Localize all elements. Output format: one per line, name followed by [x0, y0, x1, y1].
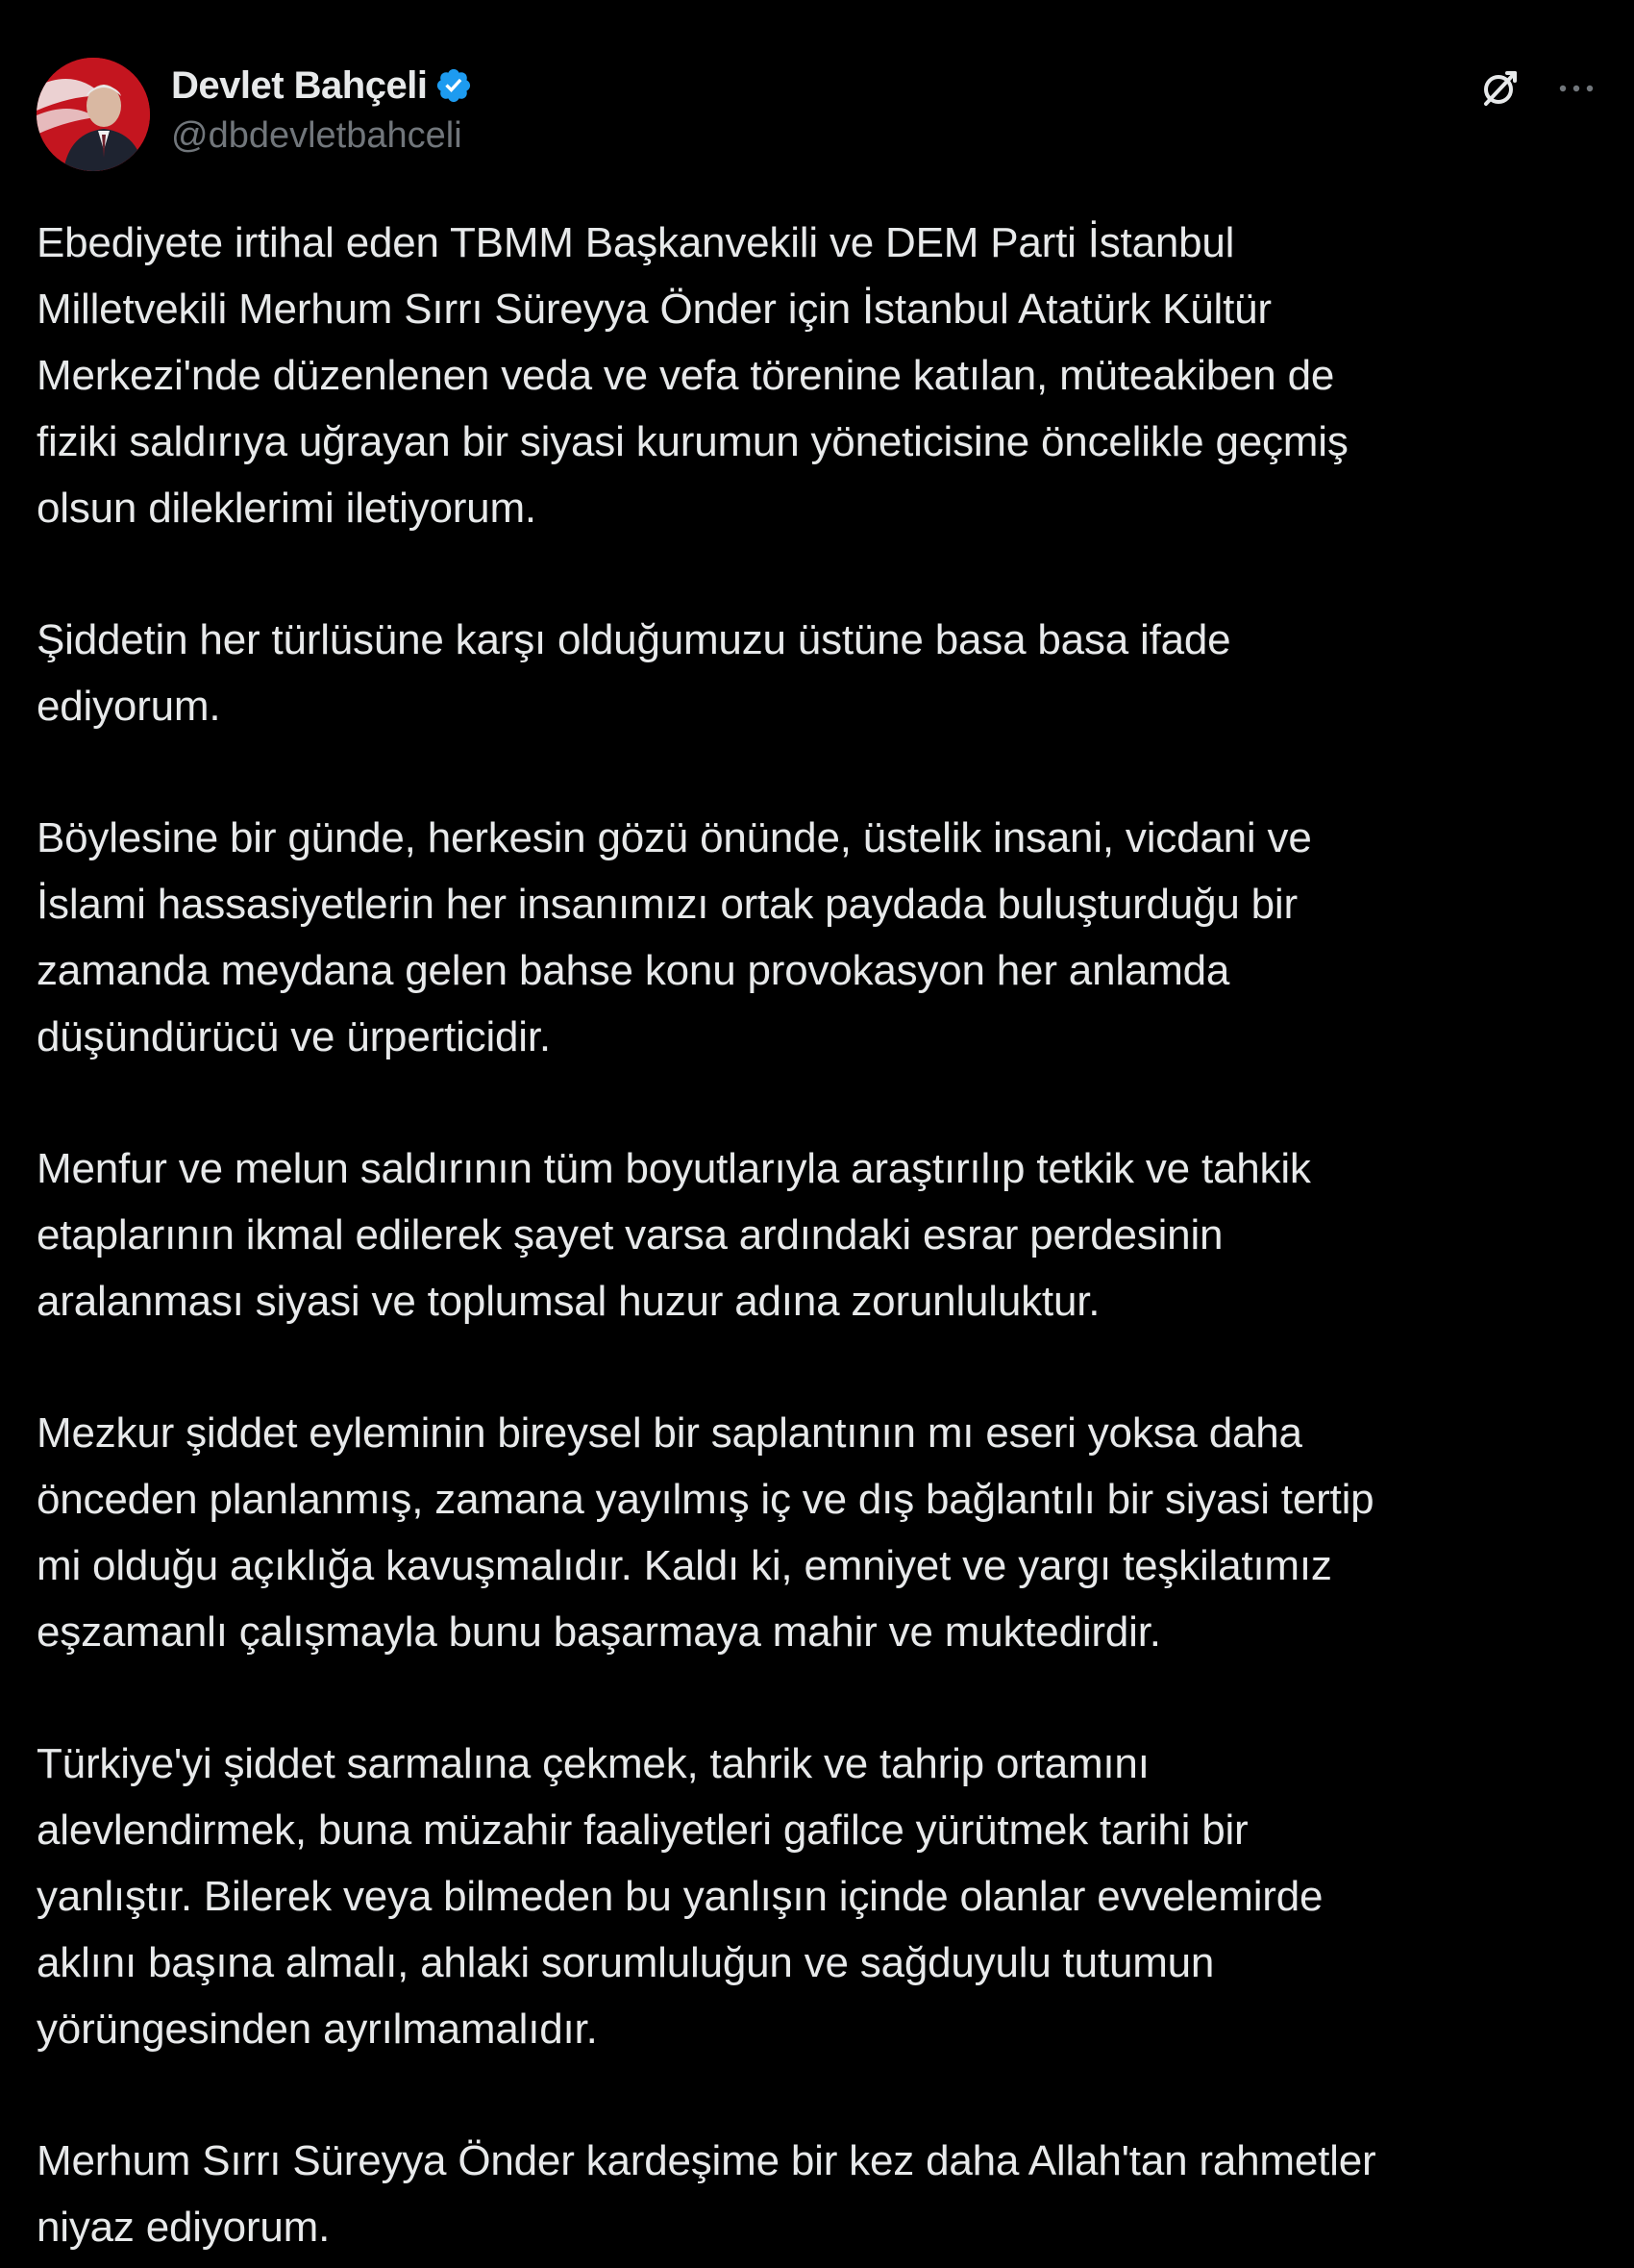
post-paragraph — [37, 2128, 1574, 2260]
post-text-line: mi olduğu açıklığa kavuşmalıdır. Kaldı ki, emniyet ve yargı teşkilatımız — [37, 1542, 1332, 1589]
post-text-line: Merkezi'nde düzenlenen veda ve vefa törenine katılan, müteakiben de — [37, 352, 1335, 399]
post-text-line: Menfur ve melun saldırının tüm boyutlarıyla araştırılıp tetkik ve tahkik — [37, 1145, 1311, 1192]
more-options-icon[interactable] — [1555, 67, 1597, 110]
post-body — [37, 210, 1574, 2260]
post-text-line: İslami hassasiyetlerin her insanımızı ortak paydada buluşturduğu bir — [37, 881, 1298, 928]
post-text-line: olsun dileklerimi iletiyorum. — [37, 485, 536, 532]
post-text-line: alevlendirmek, buna müzahir faaliyetleri gafilce yürütmek tarihi bir — [37, 1807, 1249, 1854]
post-paragraph — [37, 1400, 1574, 1665]
post-text-line: etaplarının ikmal edilerek şayet varsa ardındaki esrar perdesinin — [37, 1211, 1224, 1259]
grok-icon[interactable] — [1478, 67, 1521, 110]
post-text-line: yanlıştır. Bilerek veya bilmeden bu yanlışın içinde olanlar evvelemirde — [37, 1873, 1324, 1920]
post-text-line: eşzamanlı çalışmayla bunu başarmaya mahir ve muktedirdir. — [37, 1608, 1161, 1656]
author-display-name[interactable]: Devlet Bahçeli — [171, 63, 428, 107]
post-text-line: Ebediyete irtihal eden TBMM Başkanvekili ve DEM Parti İstanbul — [37, 219, 1235, 266]
post-text-line: Mezkur şiddet eyleminin bireysel bir saplantının mı eseri yoksa daha — [37, 1409, 1302, 1457]
post-paragraph — [37, 1731, 1574, 2062]
post-text-line: ediyorum. — [37, 683, 221, 730]
verified-badge-icon[interactable] — [434, 66, 473, 105]
post-text-line: Şiddetin her türlüsüne karşı olduğumuzu üstüne basa basa ifade — [37, 616, 1231, 663]
avatar[interactable] — [37, 58, 150, 171]
post-text-line: düşündürücü ve ürperticidir. — [37, 1013, 551, 1060]
post-text-line: niyaz ediyorum. — [37, 2204, 331, 2251]
post-paragraph — [37, 805, 1574, 1070]
author-handle[interactable]: @dbdevletbahceli — [171, 115, 462, 156]
post-text-line: aralanması siyasi ve toplumsal huzur adına zorunluluktur. — [37, 1278, 1101, 1325]
author-block — [171, 60, 473, 165]
post-paragraph — [37, 1135, 1574, 1334]
post-text-line: Milletvekili Merhum Sırrı Süreyya Önder için İstanbul Atatürk Kültür — [37, 286, 1272, 333]
post-text-line: Merhum Sırrı Süreyya Önder kardeşime bir kez daha Allah'tan rahmetler — [37, 2137, 1376, 2184]
post-text-line: önceden planlanmış, zamana yayılmış iç ve dış bağlantılı bir siyasi tertip — [37, 1476, 1374, 1523]
post-paragraph — [37, 607, 1574, 739]
post-text-line: yörüngesinden ayrılmamalıdır. — [37, 2006, 598, 2053]
post-text-line: fiziki saldırıya uğrayan bir siyasi kurumun yöneticisine öncelikle geçmiş — [37, 418, 1349, 465]
post-text-line: zamanda meydana gelen bahse konu provokasyon her anlamda — [37, 947, 1230, 994]
post-actions — [1478, 67, 1597, 110]
post-text-line: Türkiye'yi şiddet sarmalına çekmek, tahrik ve tahrip ortamını — [37, 1740, 1150, 1787]
post-header — [37, 58, 1597, 171]
post-paragraph — [37, 210, 1574, 541]
post-text-line: aklını başına almalı, ahlaki sorumluluğun ve sağduyulu tutumun — [37, 1939, 1215, 1986]
avatar-portrait — [37, 58, 150, 171]
post-text-line: Böylesine bir günde, herkesin gözü önünde, üstelik insani, vicdani ve — [37, 814, 1312, 861]
author-name-row — [171, 60, 473, 112]
